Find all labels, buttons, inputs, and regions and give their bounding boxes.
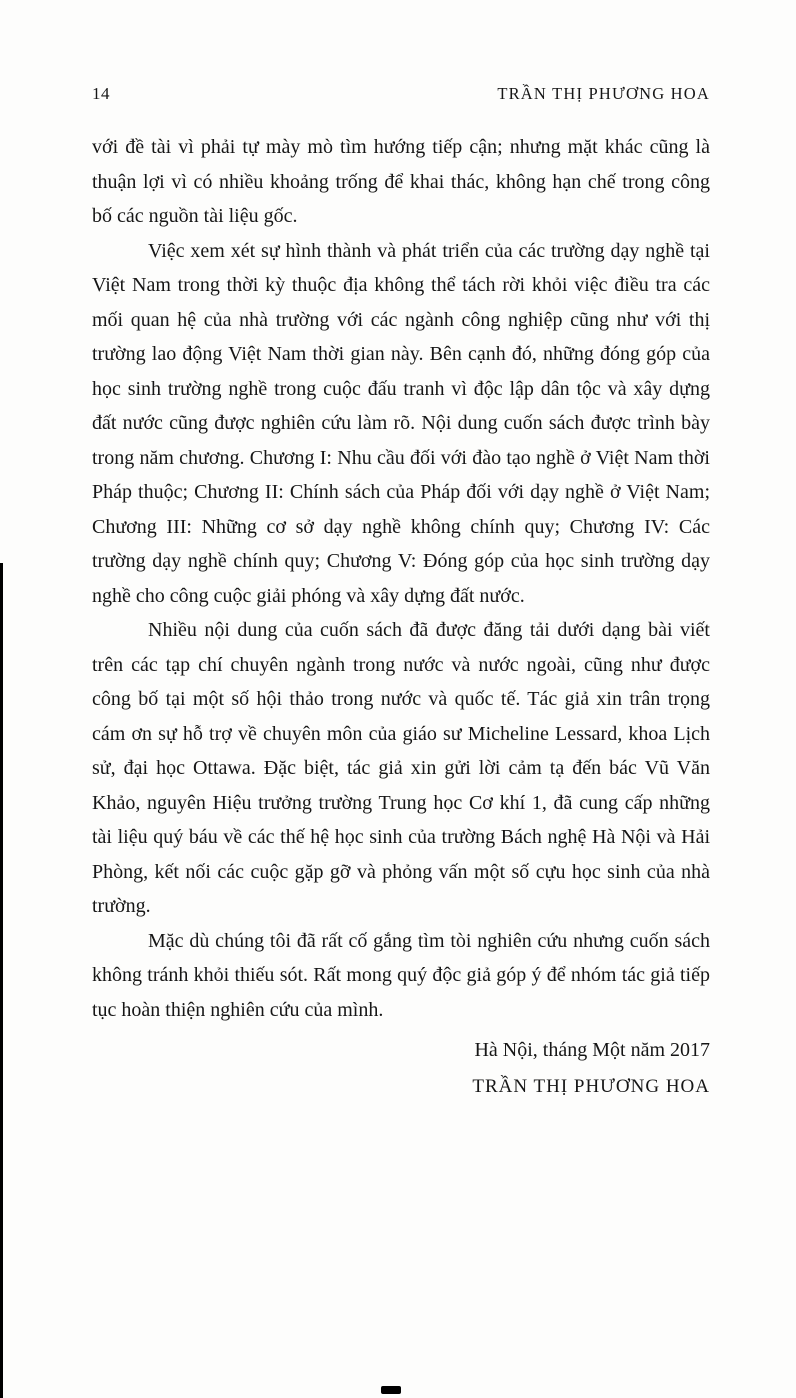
body-paragraph-1: với đề tài vì phải tự mày mò tìm hướng tiếp cận; nhưng mặt khác cũng là thuận lợi vì có nhiều khoảng trống để khai thác, không hạn chế trong công bố các nguồn tài liệu gốc. <box>92 136 710 227</box>
body-text <box>92 130 710 1027</box>
body-paragraph-4: Mặc dù chúng tôi đã rất cố gắng tìm tòi nghiên cứu nhưng cuốn sách không tránh khỏi thiếu sót. Rất mong quý độc giả góp ý để nhóm tác giả tiếp tục hoàn thiện nghiên cứu của mình. <box>92 929 710 1021</box>
scan-artifact-left-line <box>0 563 3 1398</box>
running-header <box>92 84 710 104</box>
signature-block <box>92 1033 710 1105</box>
page-number: 14 <box>92 84 110 103</box>
body-paragraph-2: Việc xem xét sự hình thành và phát triển của các trường dạy nghề tại Việt Nam trong thời kỳ thuộc địa không thể tách rời khỏi việc điều tra các mối quan hệ của nhà trường với các ngành công nghiệp cũng như với thị trường lao động Việt Nam thời gian này. Bên cạnh đó, những đóng góp của học sinh trường nghề trong cuộc đấu tranh vì độc lập dân tộc và xây dựng đất nước cũng được nghiên cứu làm rõ. Nội dung cuốn sách được trình bày trong năm chương. Chương I: Nhu cầu đối với đào tạo nghề ở Việt Nam thời Pháp thuộc; Chương II: Chính sách của Pháp đối với dạy nghề ở Việt Nam; Chương III: Những cơ sở dạy nghề không chính quy; Chương IV: Các trường dạy nghề chính quy; Chương V: Đóng góp của học sinh trường dạy nghề cho công cuộc giải phóng và xây dựng đất nước. <box>92 239 710 607</box>
body-paragraph-3: Nhiều nội dung của cuốn sách đã được đăng tải dưới dạng bài viết trên các tạp chí chuyên ngành trong nước và nước ngoài, cũng như được công bố tại một số hội thảo trong nước và quốc tế. Tác giả xin trân trọng cám ơn sự hỗ trợ về chuyên môn của giáo sư Micheline Lessard, khoa Lịch sử, đại học Ottawa. Đặc biệt, tác giả xin gửi lời cảm tạ đến bác Vũ Văn Khảo, nguyên Hiệu trưởng trường Trung học Cơ khí 1, đã cung cấp những tài liệu quý báu về các thế hệ học sinh của trường Bách nghệ Hà Nội và Hải Phòng, kết nối các cuộc gặp gỡ và phỏng vấn một số cựu học sinh của nhà trường. <box>92 619 710 917</box>
running-title: TRẦN THỊ PHƯƠNG HOA <box>497 84 710 103</box>
signature-dateline: Hà Nội, tháng Một năm 2017 <box>474 1039 710 1061</box>
signature-author: TRẦN THỊ PHƯƠNG HOA <box>472 1076 710 1097</box>
scan-artifact-bottom-mark <box>381 1386 401 1394</box>
